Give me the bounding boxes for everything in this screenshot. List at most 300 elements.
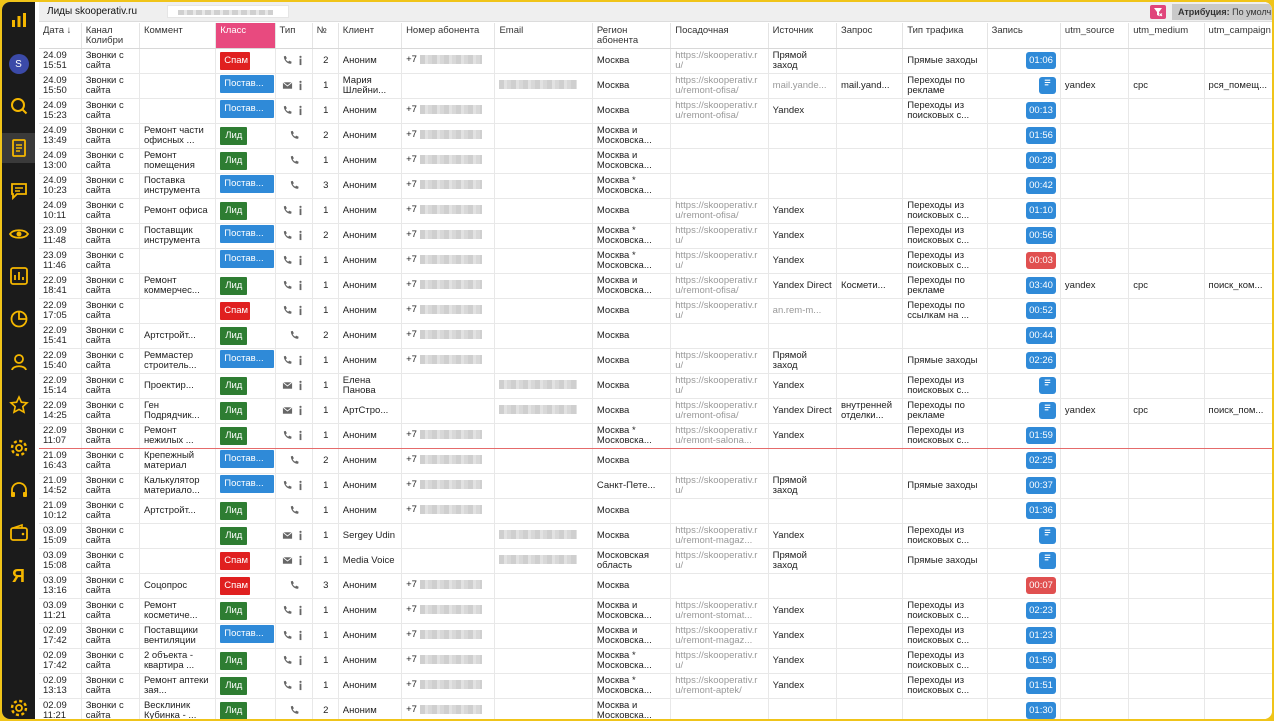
- cell-region: Москва * Московска...: [592, 423, 670, 448]
- cell-phone: [402, 98, 495, 123]
- cell-phone: [402, 323, 495, 348]
- phone-prefix: +7: [406, 704, 417, 716]
- class-badge[interactable]: Лид: [220, 152, 247, 170]
- table-row[interactable]: [39, 423, 1272, 448]
- filter-off-icon: [1153, 7, 1163, 17]
- recording-button[interactable]: 00:07: [1026, 577, 1056, 594]
- cell-channel: Звонки с сайта: [81, 298, 139, 323]
- class-badge[interactable]: Лид: [220, 602, 247, 620]
- cell-comment[interactable]: Ремонт косметиче...: [139, 598, 215, 623]
- sidebar-wallet-icon[interactable]: [2, 518, 35, 548]
- cell-client[interactable]: Аноним: [338, 48, 401, 73]
- table-row[interactable]: [39, 73, 1272, 98]
- column-header[interactable]: Клиент: [338, 23, 401, 48]
- sidebar-pie-icon[interactable]: [2, 304, 35, 334]
- class-badge[interactable]: Лид: [220, 427, 247, 445]
- cell-comment[interactable]: Поставщики вентиляции: [139, 623, 215, 648]
- transcript-icon: [1042, 377, 1053, 388]
- recording-button[interactable]: 00:44: [1026, 327, 1056, 344]
- cell-client[interactable]: Аноним: [338, 298, 401, 323]
- cell-landing[interactable]: https://skooperativ.ru/: [671, 223, 768, 248]
- cell-client[interactable]: Аноним: [338, 573, 401, 598]
- cell-utm-source: yandex: [1060, 398, 1128, 423]
- sidebar-chart-bars-icon[interactable]: [2, 5, 35, 35]
- table-row[interactable]: [39, 623, 1272, 648]
- cell-utm-campaign: [1204, 523, 1272, 548]
- class-badge[interactable]: Спам: [220, 302, 250, 320]
- cell-comment[interactable]: Поставка инструмента: [139, 173, 215, 198]
- cell-comment[interactable]: Калькулятор материало...: [139, 473, 215, 498]
- cell-type: [275, 673, 312, 698]
- cell-client[interactable]: Аноним: [338, 123, 401, 148]
- recording-button[interactable]: 01:36: [1026, 502, 1056, 519]
- cell-region: Москва: [592, 298, 670, 323]
- table-row[interactable]: [39, 498, 1272, 523]
- cell-client[interactable]: Аноним: [338, 498, 401, 523]
- cell-comment[interactable]: Весклиник Кубинка - ...: [139, 698, 215, 719]
- column-header[interactable]: Дата ↓: [39, 23, 81, 48]
- cell-utm-medium: [1129, 573, 1204, 598]
- cell-utm-medium: [1129, 648, 1204, 673]
- cell-region: Москва: [592, 448, 670, 473]
- cell-client[interactable]: Мария Шлейни...: [338, 73, 401, 98]
- cell-client[interactable]: Аноним: [338, 673, 401, 698]
- sidebar-chat-icon[interactable]: [2, 176, 35, 206]
- class-badge[interactable]: Постав...: [220, 450, 274, 468]
- cell-date: 24.09 10:23: [39, 173, 81, 198]
- cell-client[interactable]: Аноним: [338, 148, 401, 173]
- transcript-button[interactable]: [1039, 377, 1056, 394]
- column-header[interactable]: Посадочная: [671, 23, 768, 48]
- class-badge[interactable]: Постав...: [220, 625, 274, 643]
- cell-comment[interactable]: Ремонт офиса: [139, 198, 215, 223]
- cell-type: [275, 598, 312, 623]
- cell-client[interactable]: Елена Панова: [338, 373, 401, 398]
- cell-client[interactable]: АртСтро...: [338, 398, 401, 423]
- transcript-icon: [1042, 552, 1053, 563]
- cell-source: [768, 148, 836, 173]
- recording-button[interactable]: 00:42: [1026, 177, 1056, 194]
- cell-traffic: Переходы из поисковых с...: [903, 673, 987, 698]
- class-badge[interactable]: Постав...: [220, 225, 274, 243]
- cell-channel: Звонки с сайта: [81, 473, 139, 498]
- cell-utm-source: [1060, 673, 1128, 698]
- cell-utm-source: [1060, 48, 1128, 73]
- cell-landing[interactable]: https://skooperativ.ru/remont-ofisa/: [671, 98, 768, 123]
- column-header[interactable]: Запрос: [836, 23, 902, 48]
- sidebar: [2, 2, 35, 719]
- cell-client[interactable]: Аноним: [338, 648, 401, 673]
- pie-icon: [9, 309, 29, 329]
- cell-comment[interactable]: Реммастер строитель...: [139, 348, 215, 373]
- cell-recording: [987, 398, 1060, 423]
- column-header[interactable]: Класс: [216, 23, 275, 48]
- table-row[interactable]: [39, 348, 1272, 373]
- cell-traffic: [903, 448, 987, 473]
- cell-utm-campaign: поиск_ком...: [1204, 273, 1272, 298]
- sidebar-search-icon[interactable]: [2, 91, 35, 121]
- document-icon: [9, 138, 29, 158]
- cell-comment[interactable]: Ген Подрядчик...: [139, 398, 215, 423]
- cell-phone: [402, 648, 495, 673]
- phone-icon: [282, 280, 293, 291]
- cell-client[interactable]: Аноним: [338, 473, 401, 498]
- table-row[interactable]: [39, 98, 1272, 123]
- class-badge[interactable]: Лид: [220, 402, 247, 420]
- cell-utm-medium: cpc: [1129, 73, 1204, 98]
- class-badge[interactable]: Спам: [220, 52, 250, 70]
- cell-landing[interactable]: [671, 573, 768, 598]
- cell-comment[interactable]: Ремонт помещения: [139, 148, 215, 173]
- class-badge[interactable]: Постав...: [220, 350, 274, 368]
- recording-button[interactable]: 03:40: [1026, 277, 1056, 294]
- cell-client[interactable]: Аноним: [338, 173, 401, 198]
- recording-button[interactable]: 01:23: [1026, 627, 1056, 644]
- table-row[interactable]: [39, 123, 1272, 148]
- column-header[interactable]: Запись: [987, 23, 1060, 48]
- cell-source: an.rem-m...: [768, 298, 836, 323]
- cell-client[interactable]: Аноним: [338, 598, 401, 623]
- cell-traffic: Прямые заходы: [903, 473, 987, 498]
- cell-traffic: Переходы из поисковых с...: [903, 198, 987, 223]
- cell-landing[interactable]: https://skooperativ.ru/: [671, 648, 768, 673]
- mail-icon: [282, 380, 293, 391]
- cell-comment[interactable]: [139, 298, 215, 323]
- column-header[interactable]: Источник: [768, 23, 836, 48]
- cell-utm-source: [1060, 123, 1128, 148]
- info-icon: [295, 55, 306, 66]
- cell-landing[interactable]: [671, 498, 768, 523]
- sidebar-avatar[interactable]: [2, 49, 35, 79]
- attribution-select[interactable]: [1172, 4, 1272, 20]
- column-header[interactable]: Тип: [275, 23, 312, 48]
- cell-utm-source: [1060, 248, 1128, 273]
- class-badge[interactable]: Лид: [220, 277, 247, 295]
- cell-landing[interactable]: https://skooperativ.ru/remont-ofisa/: [671, 198, 768, 223]
- table-row[interactable]: [39, 173, 1272, 198]
- sidebar-settings-icon[interactable]: [2, 433, 35, 463]
- class-badge[interactable]: Спам: [220, 577, 250, 595]
- cell-region: Москва: [592, 73, 670, 98]
- table-row[interactable]: [39, 48, 1272, 73]
- cell-query: [836, 373, 902, 398]
- cell-comment[interactable]: [139, 73, 215, 98]
- recording-button[interactable]: 00:56: [1026, 227, 1056, 244]
- column-header[interactable]: utm_source: [1060, 23, 1128, 48]
- table-row[interactable]: [39, 298, 1272, 323]
- cell-class: [216, 248, 275, 273]
- cell-utm-source: yandex: [1060, 73, 1128, 98]
- phone-prefix: +7: [406, 254, 417, 266]
- transcript-button[interactable]: [1039, 527, 1056, 544]
- cell-landing[interactable]: https://skooperativ.ru/remont-stomat...: [671, 598, 768, 623]
- cell-landing[interactable]: https://skooperativ.ru/: [671, 373, 768, 398]
- cell-comment[interactable]: [139, 523, 215, 548]
- cell-date: 02.09 11:21: [39, 698, 81, 719]
- recording-button[interactable]: 01:51: [1026, 677, 1056, 694]
- cell-client[interactable]: Аноним: [338, 273, 401, 298]
- cell-utm-medium: [1129, 523, 1204, 548]
- cell-landing[interactable]: [671, 123, 768, 148]
- cell-source: Прямой заход: [768, 473, 836, 498]
- cell-email: [495, 473, 592, 498]
- table-row[interactable]: [39, 223, 1272, 248]
- cell-traffic: Переходы из поисковых с...: [903, 248, 987, 273]
- table-row[interactable]: [39, 273, 1272, 298]
- cell-query: [836, 623, 902, 648]
- table-row[interactable]: [39, 648, 1272, 673]
- cell-channel: Звонки с сайта: [81, 623, 139, 648]
- cell-landing[interactable]: [671, 698, 768, 719]
- table-row[interactable]: [39, 698, 1272, 719]
- cell-region: Москва и Московска...: [592, 623, 670, 648]
- class-badge[interactable]: Лид: [220, 502, 247, 520]
- cell-comment[interactable]: Крепежный материал: [139, 448, 215, 473]
- recording-button[interactable]: 00:37: [1026, 477, 1056, 494]
- cell-client[interactable]: Аноним: [338, 98, 401, 123]
- cell-landing[interactable]: https://skooperativ.ru/remont-ofisa/: [671, 398, 768, 423]
- cell-client[interactable]: Аноним: [338, 698, 401, 719]
- cell-phone: [402, 473, 495, 498]
- phone-icon: [289, 705, 300, 716]
- column-header[interactable]: utm_medium: [1129, 23, 1204, 48]
- cell-client[interactable]: Аноним: [338, 623, 401, 648]
- cell-landing[interactable]: [671, 173, 768, 198]
- class-badge[interactable]: Лид: [220, 127, 247, 145]
- cell-utm-campaign: [1204, 173, 1272, 198]
- leads-table: [39, 23, 1272, 719]
- cell-landing[interactable]: https://skooperativ.ru/: [671, 473, 768, 498]
- table-row[interactable]: [39, 573, 1272, 598]
- class-badge[interactable]: Лид: [220, 702, 247, 720]
- column-header[interactable]: Коммент: [139, 23, 215, 48]
- cell-channel: Звонки с сайта: [81, 348, 139, 373]
- class-badge[interactable]: Постав...: [220, 100, 274, 118]
- cell-type: [275, 198, 312, 223]
- cell-recording: [987, 648, 1060, 673]
- avatar[interactable]: S: [9, 54, 29, 74]
- cell-number: 1: [312, 148, 338, 173]
- cell-number: 1: [312, 623, 338, 648]
- class-badge[interactable]: Спам: [220, 552, 250, 570]
- cell-comment[interactable]: Артстройт...: [139, 498, 215, 523]
- cell-phone: [402, 223, 495, 248]
- column-header[interactable]: Номер абонента: [402, 23, 495, 48]
- cell-landing[interactable]: [671, 323, 768, 348]
- cell-email: [495, 348, 592, 373]
- sidebar-eye-icon[interactable]: [2, 219, 35, 249]
- cell-landing[interactable]: https://skooperativ.ru/: [671, 348, 768, 373]
- class-badge[interactable]: Постав...: [220, 475, 274, 493]
- cell-client[interactable]: Аноним: [338, 448, 401, 473]
- recording-button[interactable]: 01:10: [1026, 202, 1056, 219]
- transcript-button[interactable]: [1039, 552, 1056, 569]
- table-row[interactable]: [39, 523, 1272, 548]
- cell-channel: Звонки с сайта: [81, 398, 139, 423]
- info-icon: [295, 355, 306, 366]
- phone-prefix: +7: [406, 354, 417, 366]
- recording-button[interactable]: 02:23: [1026, 602, 1056, 619]
- column-header[interactable]: №: [312, 23, 338, 48]
- cell-comment[interactable]: Ремонт части офисных ...: [139, 123, 215, 148]
- cell-landing[interactable]: https://skooperativ.ru/remont-magaz...: [671, 523, 768, 548]
- recording-button[interactable]: 01:56: [1026, 127, 1056, 144]
- table-row[interactable]: [39, 198, 1272, 223]
- cell-client[interactable]: Media Voice: [338, 548, 401, 573]
- cell-region: Москва * Московска...: [592, 648, 670, 673]
- class-badge[interactable]: Лид: [220, 527, 247, 545]
- cell-traffic: [903, 148, 987, 173]
- cell-type: [275, 573, 312, 598]
- class-badge[interactable]: Лид: [220, 202, 247, 220]
- cell-comment[interactable]: Ремонт аптеки зая...: [139, 673, 215, 698]
- cell-class: [216, 623, 275, 648]
- recording-button[interactable]: 01:59: [1026, 652, 1056, 669]
- cell-comment[interactable]: [139, 48, 215, 73]
- cell-client[interactable]: Аноним: [338, 198, 401, 223]
- cell-landing[interactable]: https://skooperativ.ru/remont-ofisa/: [671, 273, 768, 298]
- recording-button[interactable]: 02:25: [1026, 452, 1056, 469]
- recording-button[interactable]: 01:06: [1026, 52, 1056, 69]
- cell-phone: [402, 398, 495, 423]
- project-selector[interactable]: [167, 5, 289, 18]
- column-header[interactable]: Канал Колибри: [81, 23, 139, 48]
- class-badge[interactable]: Постав...: [220, 175, 274, 193]
- filter-clear-button[interactable]: [1150, 5, 1166, 19]
- cell-utm-medium: [1129, 473, 1204, 498]
- cell-source: Yandex: [768, 248, 836, 273]
- transcript-button[interactable]: [1039, 77, 1056, 94]
- cell-channel: Звонки с сайта: [81, 148, 139, 173]
- cell-utm-medium: [1129, 498, 1204, 523]
- table-row[interactable]: [39, 548, 1272, 573]
- class-badge[interactable]: Лид: [220, 652, 247, 670]
- cell-date: 23.09 11:48: [39, 223, 81, 248]
- cell-landing[interactable]: https://skooperativ.ru/remont-magaz...: [671, 623, 768, 648]
- cell-traffic: Переходы из поисковых с...: [903, 98, 987, 123]
- table-row[interactable]: [39, 398, 1272, 423]
- class-badge[interactable]: Лид: [220, 377, 247, 395]
- cell-comment[interactable]: [139, 548, 215, 573]
- cell-recording: [987, 323, 1060, 348]
- info-icon: [295, 480, 306, 491]
- class-badge[interactable]: Постав...: [220, 75, 274, 93]
- cell-landing[interactable]: https://skooperativ.ru/: [671, 248, 768, 273]
- table-row[interactable]: [39, 148, 1272, 173]
- sidebar-user-icon[interactable]: [2, 347, 35, 377]
- table-row[interactable]: [39, 598, 1272, 623]
- recording-button[interactable]: 01:30: [1026, 702, 1056, 719]
- cell-recording: [987, 698, 1060, 719]
- sidebar-stats-icon[interactable]: [2, 261, 35, 291]
- cell-client[interactable]: Sergey Udin: [338, 523, 401, 548]
- cell-utm-campaign: [1204, 623, 1272, 648]
- cell-recording: [987, 573, 1060, 598]
- class-badge[interactable]: Лид: [220, 677, 247, 695]
- recording-button[interactable]: 00:13: [1026, 102, 1056, 119]
- column-header[interactable]: Email: [495, 23, 592, 48]
- cell-comment[interactable]: [139, 98, 215, 123]
- user-icon: [9, 352, 29, 372]
- phone-icon: [289, 505, 300, 516]
- phone-prefix: +7: [406, 304, 417, 316]
- cell-landing[interactable]: https://skooperativ.ru/: [671, 548, 768, 573]
- cell-traffic: [903, 498, 987, 523]
- cell-email: [495, 673, 592, 698]
- table-header: [39, 23, 1272, 48]
- table-row[interactable]: [39, 673, 1272, 698]
- cell-class: [216, 48, 275, 73]
- recording-button[interactable]: 02:26: [1026, 352, 1056, 369]
- cell-class: [216, 648, 275, 673]
- sidebar-document-icon[interactable]: [2, 133, 35, 163]
- recording-button[interactable]: 01:59: [1026, 427, 1056, 444]
- cell-landing[interactable]: [671, 148, 768, 173]
- cell-number: 1: [312, 98, 338, 123]
- table-row[interactable]: [39, 473, 1272, 498]
- cell-landing[interactable]: https://skooperativ.ru/remont-ofisa/: [671, 73, 768, 98]
- cell-comment[interactable]: Поставщик инструмента: [139, 223, 215, 248]
- cell-comment[interactable]: Проектир...: [139, 373, 215, 398]
- cell-comment[interactable]: Артстройт...: [139, 323, 215, 348]
- cell-client[interactable]: Аноним: [338, 423, 401, 448]
- cell-traffic: Переходы по ссылкам на ...: [903, 298, 987, 323]
- table-row[interactable]: [39, 248, 1272, 273]
- cell-utm-source: [1060, 348, 1128, 373]
- cell-utm-medium: [1129, 148, 1204, 173]
- cell-landing[interactable]: https://skooperativ.ru/: [671, 298, 768, 323]
- cell-comment[interactable]: 2 объекта - квартира ...: [139, 648, 215, 673]
- table-row[interactable]: [39, 448, 1272, 473]
- cell-landing[interactable]: [671, 448, 768, 473]
- cell-utm-campaign: [1204, 573, 1272, 598]
- sidebar-gear-icon[interactable]: [2, 693, 35, 719]
- cell-comment[interactable]: Ремонт коммерчес...: [139, 273, 215, 298]
- cell-utm-campaign: [1204, 348, 1272, 373]
- sidebar-yandex-icon[interactable]: [2, 561, 35, 591]
- cell-client[interactable]: Аноним: [338, 323, 401, 348]
- column-header[interactable]: Тип трафика: [903, 23, 987, 48]
- table-row[interactable]: [39, 323, 1272, 348]
- cell-number: 1: [312, 298, 338, 323]
- transcript-button[interactable]: [1039, 402, 1056, 419]
- cell-utm-campaign: рся_помещ...: [1204, 73, 1272, 98]
- cell-comment[interactable]: Соцопрос: [139, 573, 215, 598]
- cell-source: Yandex: [768, 648, 836, 673]
- cell-landing[interactable]: https://skooperativ.ru/: [671, 48, 768, 73]
- cell-landing[interactable]: https://skooperativ.ru/remont-salona...: [671, 423, 768, 448]
- column-header[interactable]: utm_campaign: [1204, 23, 1272, 48]
- cell-landing[interactable]: https://skooperativ.ru/remont-aptek/: [671, 673, 768, 698]
- class-badge[interactable]: Постав...: [220, 250, 274, 268]
- recording-button[interactable]: 00:03: [1026, 252, 1056, 269]
- column-header[interactable]: Регион абонента: [592, 23, 670, 48]
- cell-client[interactable]: Аноним: [338, 223, 401, 248]
- cell-email: [495, 248, 592, 273]
- cell-client[interactable]: Аноним: [338, 348, 401, 373]
- cell-comment[interactable]: Ремонт нежилых ...: [139, 423, 215, 448]
- recording-button[interactable]: 00:28: [1026, 152, 1056, 169]
- recording-button[interactable]: 00:52: [1026, 302, 1056, 319]
- cell-comment[interactable]: [139, 248, 215, 273]
- phone-redacted: [420, 680, 482, 689]
- sidebar-star-icon[interactable]: [2, 390, 35, 420]
- class-badge[interactable]: Лид: [220, 327, 247, 345]
- cell-client[interactable]: Аноним: [338, 248, 401, 273]
- table-row[interactable]: [39, 373, 1272, 398]
- cell-source: Yandex: [768, 198, 836, 223]
- sidebar-headset-icon[interactable]: [2, 476, 35, 506]
